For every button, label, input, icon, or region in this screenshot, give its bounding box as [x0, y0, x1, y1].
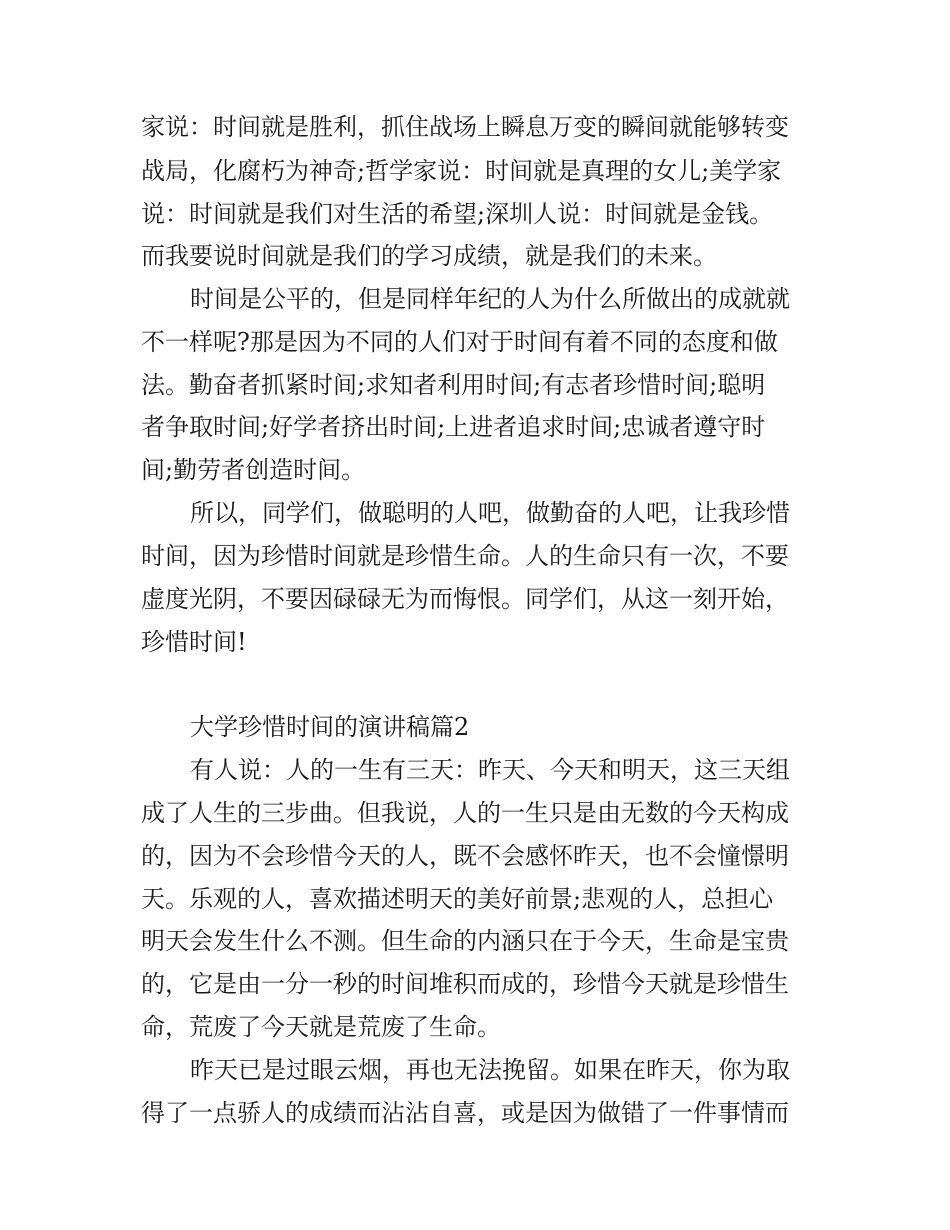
text-line: 而我要说时间就是我们的学习成绩，就是我们的未来。 — [141, 242, 717, 270]
text-line: 命，荒废了今天就是荒废了生命。 — [141, 1013, 501, 1041]
text-line: 战局，化腐朽为神奇;哲学家说：时间就是真理的女儿;美学家 — [141, 157, 782, 185]
text-line: 得了一点骄人的成绩而沾沾自喜，或是因为做错了一件事情而 — [141, 1099, 789, 1127]
text-line: 成了人生的三步曲。但我说，人的一生只是由无数的今天构成 — [141, 799, 789, 827]
text-line: 昨天已是过眼云烟，再也无法挽留。如果在昨天，你为取 — [190, 1056, 790, 1084]
text-line: 说：时间就是我们对生活的希望;深圳人说：时间就是金钱。 — [141, 200, 774, 228]
text-line: 者争取时间;好学者挤出时间;上进者追求时间;忠诚者遵守时 — [141, 413, 766, 441]
text-line: 不一样呢?那是因为不同的人们对于时间有着不同的态度和做 — [141, 328, 778, 356]
text-line: 法。勤奋者抓紧时间;求知者利用时间;有志者珍惜时间;聪明 — [141, 371, 766, 399]
text-line: 明天会发生什么不测。但生命的内涵只在于今天，生命是宝贵 — [141, 927, 789, 955]
text-line: 家说：时间就是胜利，抓住战场上瞬息万变的瞬间就能够转变 — [141, 113, 789, 141]
text-line: 虚度光阴，不要因碌碌无为而悔恨。同学们，从这一刻开始， — [141, 585, 789, 613]
section-heading: 大学珍惜时间的演讲稿篇2 — [190, 713, 470, 741]
text-line: 有人说：人的一生有三天：昨天、今天和明天，这三天组 — [190, 756, 790, 784]
text-line: 的，它是由一分一秒的时间堆积而成的，珍惜今天就是珍惜生 — [141, 970, 789, 998]
text-line: 间;勤劳者创造时间。 — [141, 456, 366, 484]
text-line: 天。乐观的人，喜欢描述明天的美好前景;悲观的人，总担心 — [141, 885, 774, 913]
text-line: 所以，同学们，做聪明的人吧，做勤奋的人吧，让我珍惜 — [190, 499, 790, 527]
text-line: 时间，因为珍惜时间就是珍惜生命。人的生命只有一次，不要 — [141, 542, 789, 570]
text-line: 时间是公平的，但是同样年纪的人为什么所做出的成就就 — [190, 285, 790, 313]
text-line: 的，因为不会珍惜今天的人，既不会感怀昨天，也不会憧憬明 — [141, 842, 789, 870]
text-line: 珍惜时间! — [141, 628, 247, 656]
